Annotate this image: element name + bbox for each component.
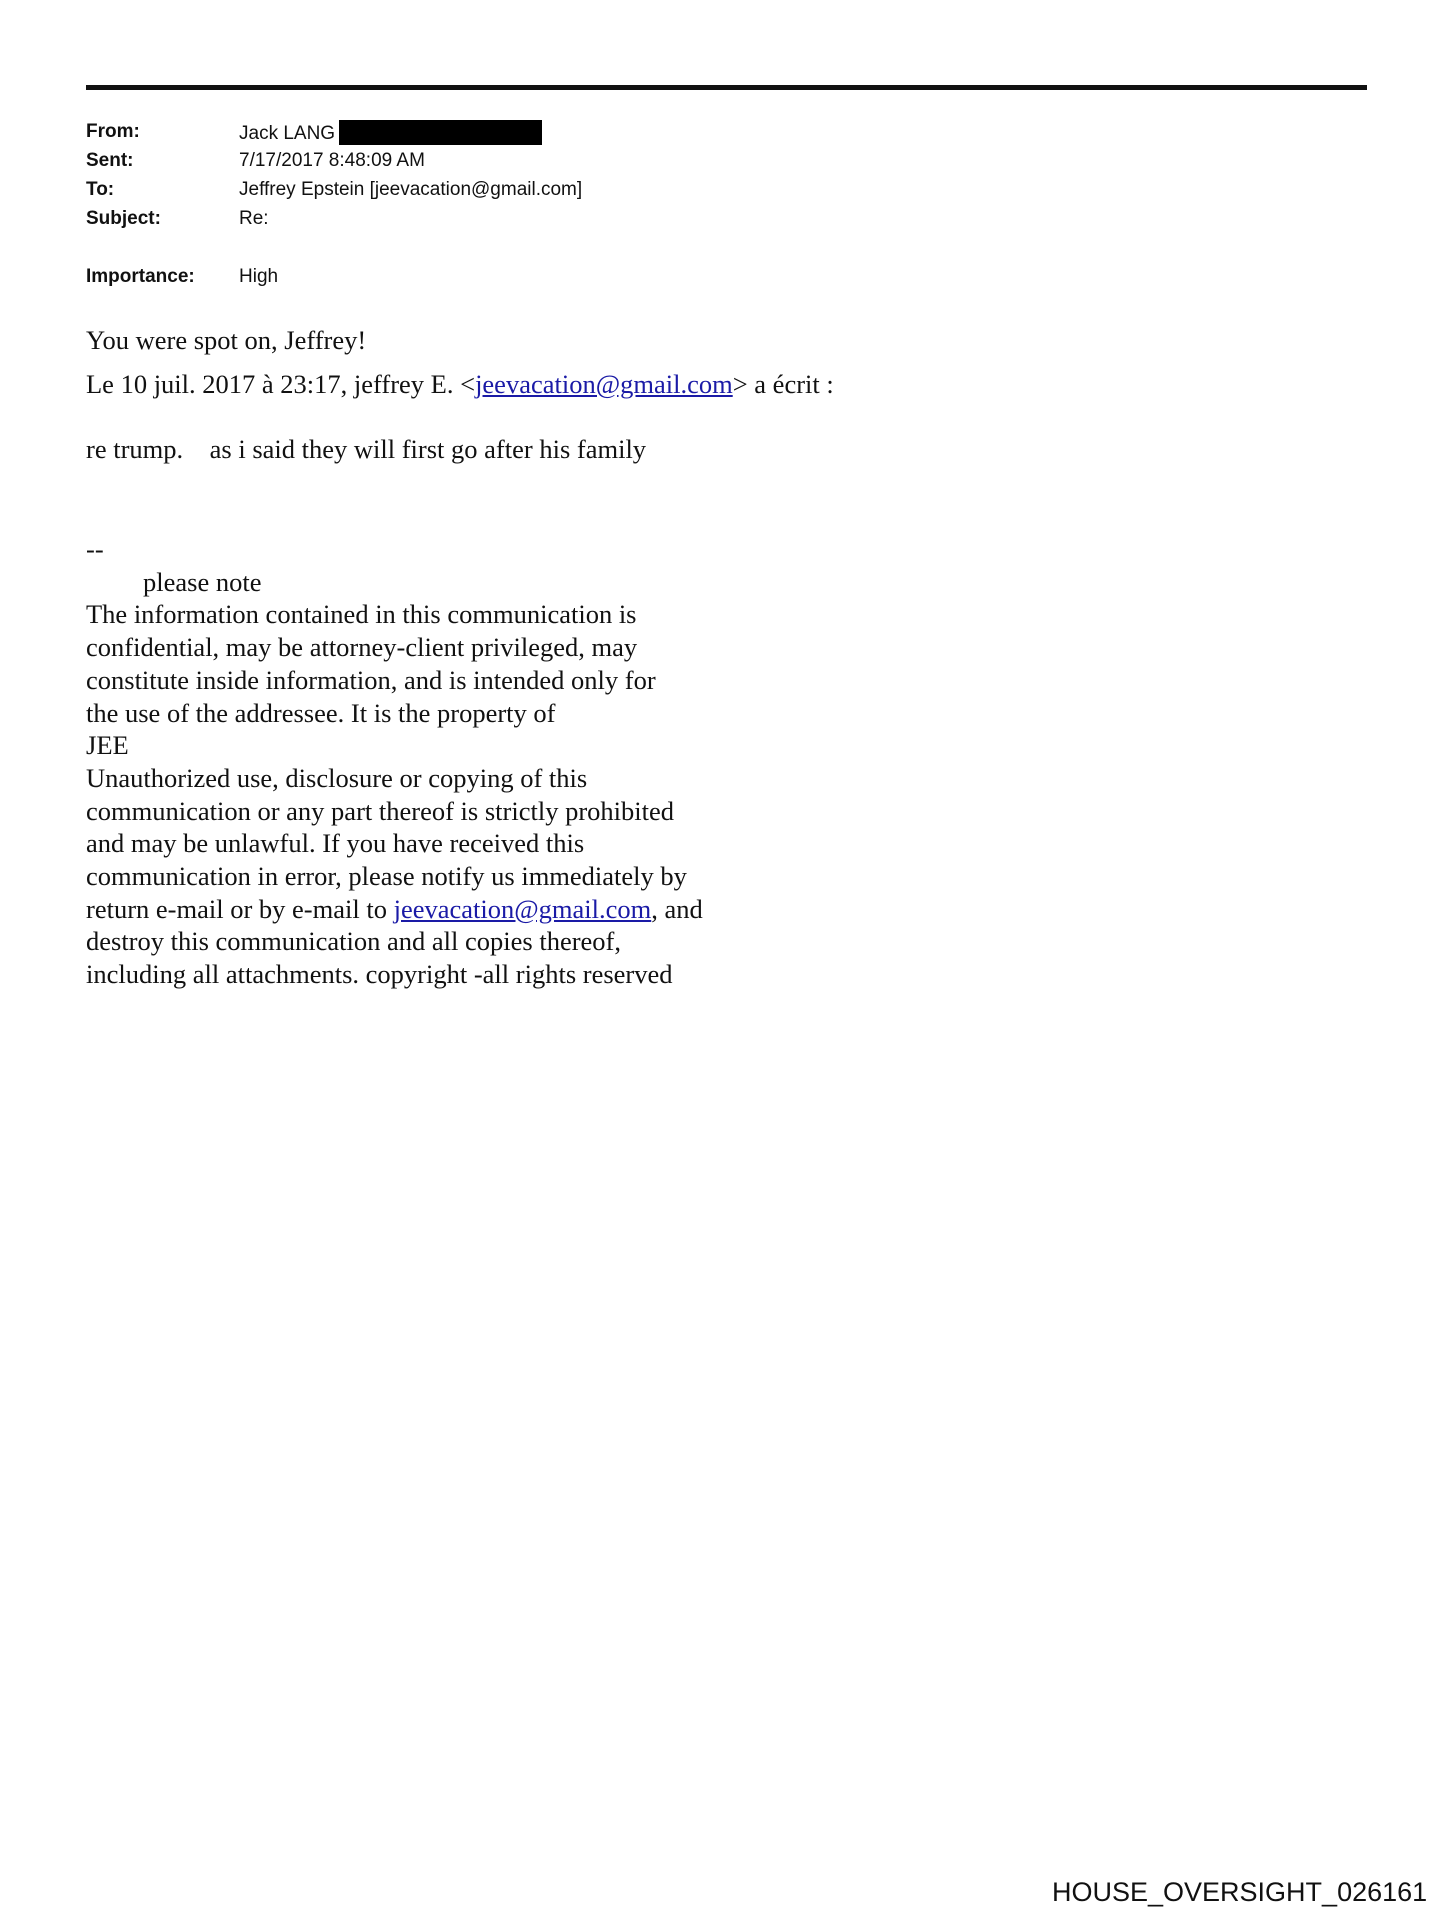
quoted-message: re trump. as i said they will first go after his family <box>86 434 647 464</box>
signature-dash: -- <box>86 534 104 564</box>
to-value: Jeffrey Epstein [jeevacation@gmail.com] <box>239 179 583 200</box>
disclaimer-line: JEE <box>86 730 129 761</box>
to-label: To: <box>86 179 115 200</box>
quote-email-link[interactable]: jeevacation@gmail.com <box>475 369 733 399</box>
quote-prefix: Le 10 juil. 2017 à 23:17, jeffrey E. < <box>86 369 476 399</box>
quote-suffix: > a écrit : <box>732 369 834 399</box>
disclaimer-line: communication or any part thereof is strictly prohibited <box>86 795 674 826</box>
disclaimer-link-line <box>86 893 703 926</box>
subject-label: Subject: <box>86 208 161 229</box>
disclaimer-line: including all attachments. copyright -all rights reserved <box>86 959 673 990</box>
disclaimer-line: constitute inside information, and is intended only for <box>86 664 656 695</box>
disclaimer-line: confidential, may be attorney-client privileged, may <box>86 632 638 663</box>
disclaimer-email-link[interactable]: jeevacation@gmail.com <box>393 893 652 924</box>
disclaimer-line: communication in error, please notify us immediately by <box>86 861 687 892</box>
reply-text: You were spot on, Jeffrey! <box>86 325 367 355</box>
importance-value: High <box>239 266 279 287</box>
disclaimer-link-suffix: , and <box>651 893 703 924</box>
bates-number: HOUSE_OVERSIGHT_026161 <box>1052 1877 1428 1907</box>
sent-value: 7/17/2017 8:48:09 AM <box>239 150 425 171</box>
disclaimer-line: and may be unlawful. If you have received this <box>86 828 585 859</box>
redaction-box <box>339 120 542 145</box>
disclaimer-line: The information contained in this communication is <box>86 599 637 630</box>
sent-label: Sent: <box>86 150 134 171</box>
subject-value: Re: <box>239 208 269 229</box>
from-value: Jack LANG <box>239 123 336 144</box>
header-rule <box>86 85 1367 90</box>
please-note: please note <box>143 566 262 597</box>
signature-block <box>86 533 703 991</box>
quote-header <box>86 369 834 400</box>
disclaimer-link-prefix: return e-mail or by e-mail to <box>86 893 394 924</box>
importance-label: Importance: <box>86 266 195 287</box>
disclaimer-line: the use of the addressee. It is the property of <box>86 697 556 728</box>
from-label: From: <box>86 121 140 142</box>
disclaimer-line: Unauthorized use, disclosure or copying of this <box>86 762 588 793</box>
disclaimer-line: destroy this communication and all copies thereof, <box>86 926 622 957</box>
